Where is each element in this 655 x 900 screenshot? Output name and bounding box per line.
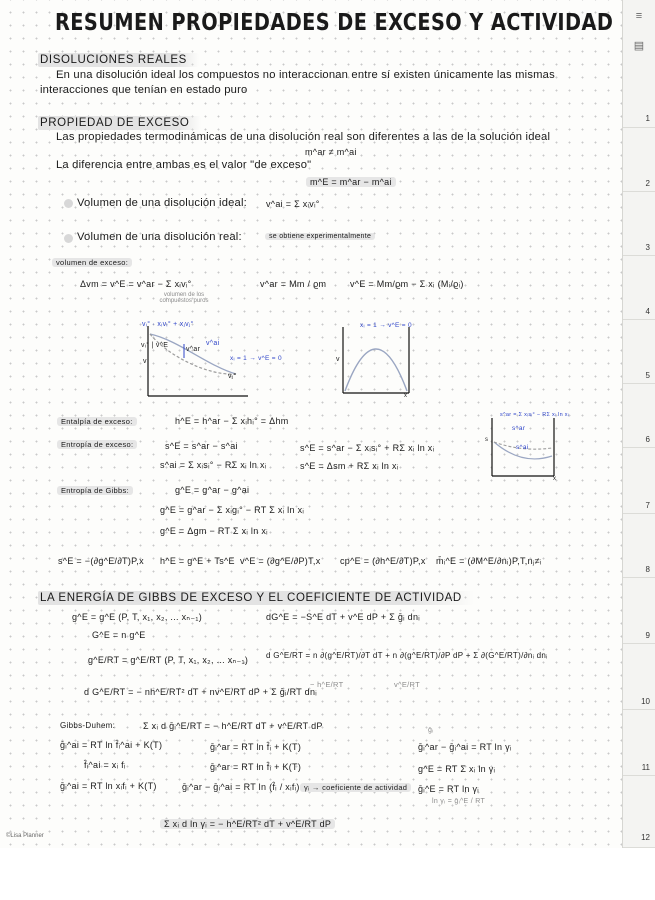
plot3-top-label: s^ar = Σ xᵢsᵢ° − RΣ xᵢ ln xᵢ (500, 412, 569, 418)
tab-label: 1 (645, 114, 650, 123)
tab-12[interactable] (623, 776, 655, 848)
exceso-text-2: La diferencia entre ambas es el valor "de exceso" (56, 159, 312, 171)
plot3-x-label: x (553, 476, 557, 482)
page-title: RESUMEN PROPIEDADES DE EXCESO Y ACTIVIDAD (55, 10, 614, 36)
section-heading-gibbs: LA ENERGÍA DE GIBBS DE EXCESO Y EL COEFICIENTE DE ACTIVIDAD (38, 591, 474, 605)
tab-6[interactable] (623, 384, 655, 448)
excess-definition: m^E = m^ar − m^ai (306, 177, 396, 187)
plot2-x-label: x (404, 393, 408, 399)
disoluciones-text-1: En una disolución ideal los compuestos no interaccionan entre sí existen únicamente las mismas (56, 69, 555, 81)
tab-7[interactable] (623, 448, 655, 514)
menu-icon[interactable]: ≡ (635, 10, 643, 22)
activity-relation-2: g^E = RT Σ xᵢ ln γᵢ (418, 764, 496, 774)
plot3-sai-label: s^ai (516, 444, 529, 451)
entropia-formula-3: s^E = s^ar − Σ xᵢsᵢ° + RΣ xᵢ ln xᵢ (300, 443, 435, 453)
real-chem-potential-2: ḡᵢ^ar = RT ln f̂ᵢ + K(T) (210, 762, 302, 772)
gibbs-eq-l4: d G^E/RT = − nh^E/RT² dT + nv^E/RT dP + Σ ḡᵢ/RT dnᵢ (84, 687, 317, 697)
gibbs-formula-2: g^E = g^ar − Σ xᵢgᵢ° − RT Σ xᵢ ln xᵢ (160, 505, 305, 515)
gibbs-formula-3: g^E = Δgm − RT Σ xᵢ ln xᵢ (160, 526, 268, 536)
plot1-ar-label: v^ar (186, 346, 201, 353)
plot2-v-label: v (336, 356, 340, 363)
excess-volume-curve (345, 349, 407, 391)
gibbs-entropy-label: Entropía de Gibbs: (57, 486, 133, 495)
tab-5[interactable] (623, 320, 655, 384)
gibbs-eq-l2: G^E = n g^E (92, 630, 146, 640)
activity-relation-note: ln γᵢ = ḡᵢ^E / RT (432, 798, 486, 805)
tab-4[interactable] (623, 256, 655, 320)
plot3-sar-label: s^ar (512, 425, 526, 432)
section-heading-exceso: PROPIEDAD DE EXCESO (38, 116, 201, 130)
bullet-dot (64, 234, 73, 243)
partial-molar-gibbs-note: ḡᵢ (428, 727, 434, 734)
relation-partial-molar: m̄ᵢ^E = (∂M^E/∂nᵢ)P,T,nⱼ≠ᵢ (436, 556, 542, 566)
tab-2[interactable] (623, 128, 655, 192)
plot1-top-label: vᵢ° · xᵢvᵢ° + xⱼvⱼ° (142, 321, 194, 328)
real-volume-note: se obtiene experimentalmente (265, 233, 375, 240)
ideal-volume-formula: v^ai = Σ xᵢvᵢ° (266, 199, 320, 209)
gibbs-eq-l4-note-1: − h^E/RT (310, 680, 344, 689)
tab-label: 12 (641, 833, 650, 842)
relation-heat-capacity: cp^E = (∂h^E/∂T)P,x (340, 556, 426, 566)
tab-label: 8 (645, 565, 650, 574)
tab-label: 7 (645, 501, 650, 510)
gibbs-eq-l1: g^E = g^E (P, T, x₁, x₂, ... xₙ₋₁) (72, 612, 203, 622)
tab-label: 10 (641, 697, 650, 706)
entalpia-label: Entalpía de exceso: (57, 417, 137, 426)
inequality-formula: m^ar ≠ m^ai (305, 147, 357, 157)
copyright-text: ©Lisa Planner (6, 833, 44, 839)
ideal-chem-potential: ḡᵢ^ai = RT ln f̂ᵢ^ai + K(T) (60, 740, 163, 750)
notes-icon[interactable]: ▤ (633, 40, 645, 52)
entropia-formula-4: s^E = Δsm + RΣ xᵢ ln xᵢ (300, 461, 399, 471)
plot1-mid-label: vᵢ° | v^E (141, 342, 169, 349)
gibbs-formula-1: g^E = g^ar − g^ai (175, 485, 250, 495)
tab-3[interactable] (623, 192, 655, 256)
gibbs-eq-l3r: d G^E/RT = n ∂(g^E/RT)/∂T dT + n ∂(g^E/RT)/∂P dP + Σ ∂(G^E/RT)/∂nᵢ dnᵢ (266, 651, 548, 660)
plot2-top-label: xᵢ = 1 → v^E = 0 (360, 322, 412, 329)
tab-label: 3 (645, 243, 650, 252)
bullet-real-volume: Volumen de una disolución real: (77, 231, 242, 243)
entalpia-formula: h^E = h^ar − Σ xᵢhᵢ° = Δhm (175, 416, 289, 426)
entropia-formula-1: s^E = s^ar − s^ai (165, 441, 238, 451)
tab-label: 2 (645, 179, 650, 188)
gibbs-eq-l4-note-2: v^E/RT (394, 680, 421, 689)
pure-volume-note: volumen de los compuestos puros (159, 292, 209, 304)
tab-1[interactable] (623, 60, 655, 128)
final-gibbs-duhem: Σ xᵢ d ln γᵢ = − h^E/RT² dT + v^E/RT dP (160, 819, 335, 829)
plot1-vj-label: vⱼ° (228, 373, 237, 380)
tab-label: 11 (641, 763, 650, 772)
volume-excess-formula-3: v^E = Mm/ϱm − Σ xᵢ (Mᵢ/ϱᵢ) (350, 279, 464, 289)
bullet-dot (64, 199, 73, 208)
gibbs-duhem-formula: Σ xᵢ d ḡᵢ^E/RT = − h^E/RT dT + v^E/RT dP (143, 721, 323, 731)
tab-label: 6 (645, 435, 650, 444)
plot1-v-label: v (143, 358, 147, 365)
section-heading-disoluciones: DISOLUCIONES REALES (38, 53, 199, 67)
tab-9[interactable] (623, 578, 655, 644)
tab-11[interactable] (623, 710, 655, 776)
relation-enthalpy: h^E = g^E + Ts^E (160, 556, 235, 566)
entropia-formula-2: s^ai = Σ xᵢsᵢ° − RΣ xᵢ ln xᵢ (160, 460, 267, 470)
ideal-fugacity: f̂ᵢ^ai = xᵢ fᵢ (84, 760, 126, 770)
tab-label: 9 (645, 631, 650, 640)
activity-relation-3: ḡᵢ^E = RT ln γᵢ (418, 784, 479, 794)
relation-entropy: s^E = −(∂g^E/∂T)P,x (58, 556, 144, 566)
tab-label: 4 (645, 307, 650, 316)
ideal-chem-potential-2: ḡᵢ^ai = RT ln xᵢfᵢ + K(T) (60, 781, 157, 791)
activity-coefficient-note: γᵢ → coeficiente de actividad (300, 783, 411, 792)
bullet-ideal-volume: Volumen de una disolución ideal: (77, 197, 247, 209)
tab-10[interactable] (623, 644, 655, 710)
real-chem-potential-1: ḡᵢ^ar = RT ln f̂ᵢ + K(T) (210, 742, 302, 752)
exceso-text-1: Las propiedades termodinámicas de una disolución real son diferentes a las de la solución ideal (56, 131, 551, 143)
chem-potential-difference: ḡᵢ^ar − ḡᵢ^ai = RT ln (f̂ᵢ / xᵢfᵢ) (182, 782, 300, 792)
real-curve (150, 334, 236, 374)
volume-plot-2 (343, 327, 409, 393)
volume-excess-formula-1: Δvm = v^E = v^ar − Σ xᵢvᵢ° (80, 279, 192, 289)
plot3-s-label: s (485, 437, 489, 443)
volume-excess-label: volumen de exceso: (52, 258, 132, 267)
page-tabs (622, 0, 655, 848)
activity-relation-1: ḡᵢ^ar − ḡᵢ^ai = RT ln γᵢ (418, 742, 512, 752)
tab-label: 5 (645, 371, 650, 380)
entropia-label: Entropía de exceso: (57, 440, 137, 449)
relation-volume: v^E = (∂g^E/∂P)T,x (240, 556, 321, 566)
gibbs-duhem-label: Gibbs-Duhem: (60, 721, 116, 730)
volume-excess-formula-2: v^ar = Mm / ϱm (260, 279, 327, 289)
gibbs-eq-l3: g^E/RT = g^E/RT (P, T, x₁, x₂, ... xₙ₋₁) (88, 655, 249, 665)
gibbs-eq-l1r: dG^E = −S^E dT + v^E dP + Σ ḡᵢ dnᵢ (266, 612, 421, 622)
disoluciones-text-2: interacciones que tenían en estado puro (40, 84, 248, 96)
tab-8[interactable] (623, 514, 655, 578)
ideal-line (150, 334, 236, 374)
plot1-ai-label: v^ai (206, 340, 220, 347)
plot1-right-label: xᵢ = 1 → v^E = 0 (230, 355, 282, 362)
